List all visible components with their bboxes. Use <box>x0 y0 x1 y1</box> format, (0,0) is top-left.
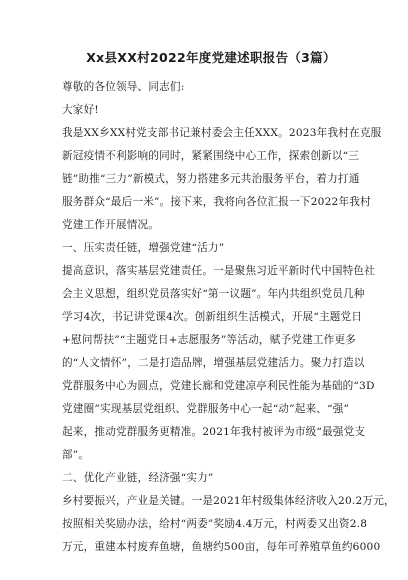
body-line: 新冠疫情不利影响的同时，紧紧围绕中心工作，探索创新以“三 <box>62 150 360 162</box>
document-body <box>62 76 395 559</box>
body-line: 乡村要振兴，产业是关键。一是2021年村级集体经济收入20.2万元， <box>62 495 395 507</box>
body-line: 党群服务中心为圆点，党建长廊和党建凉亭利民性能为基础的“3D <box>62 380 375 392</box>
body-line: 服务群众“最后一米”。接下来，我将向各位汇报一下2022年我村 <box>62 196 371 208</box>
section-heading-2: 二、优化产业链，经济强“实力” <box>62 472 214 484</box>
salutation: 尊敬的各位领导、同志们: <box>62 81 185 93</box>
body-line: 部”。 <box>62 449 90 461</box>
body-line: 的“人文情怀”，二是打造品牌，增强基层党建活力。聚力打造以 <box>62 357 365 369</box>
body-line: 按照相关奖励办法，给村“两委”奖励4.4万元，村两委又出资2.8 <box>62 518 368 530</box>
body-line: 链”助推“三力”新模式，努力搭建多元共治服务平台，着力打通 <box>62 173 360 185</box>
body-line: 起来，推动党群服务更精准。2021年我村被评为市级“最强党支 <box>62 426 366 438</box>
body-line: 党建圈”实现基层党组织、党群服务中心一起“动”起来、“强” <box>62 403 350 415</box>
body-line: 会主义思想，组织党员落实好“第一议题”。年内共组织党员几种 <box>62 288 365 300</box>
body-line: 党建工作开展情况。 <box>62 219 160 231</box>
greeting: 大家好! <box>62 104 99 116</box>
body-line: +慰问帮扶”“主题党日+志愿服务”等活动，赋予党建工作更多 <box>62 334 357 346</box>
body-line: 学习4次，书记讲党课4次。创新组织生活模式，开展“主题党日 <box>62 311 363 323</box>
body-line: 我是XX乡XX村党支部书记兼村委会主任XXX。2023年我村在克服 <box>62 127 382 139</box>
section-heading-1: 一、压实责任链，增强党建“活力” <box>62 242 225 254</box>
document-title: Xx县XX村2022年度党建述职报告（3篇） <box>86 50 336 65</box>
body-line: 万元，重建本村废弃鱼塘，鱼塘约500亩，每年可养殖草鱼约6000 <box>62 541 381 553</box>
body-line: 提高意识，落实基层党建责任。一是聚焦习近平新时代中国特色社 <box>62 265 376 277</box>
